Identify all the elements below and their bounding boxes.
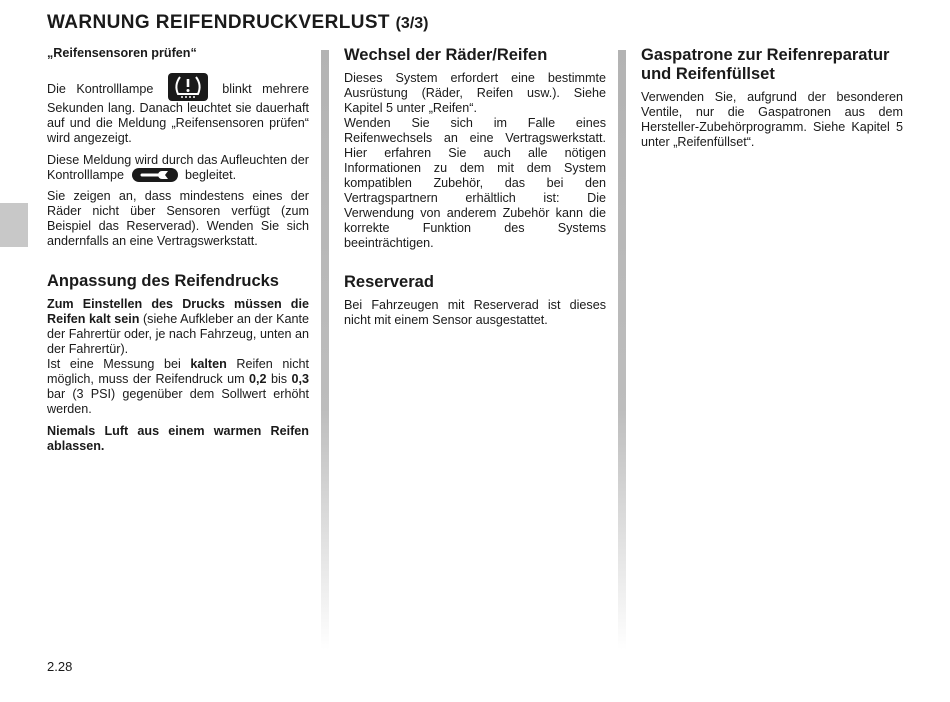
- chapter-tab: [0, 203, 28, 247]
- bold-text: 0,2: [249, 372, 267, 386]
- page-title: [47, 12, 429, 34]
- section-subtitle: „Reifensensoren prüfen“: [47, 46, 197, 60]
- text-fragment: bar (3 PSI) gegenüber dem Sollwert erhöht werden.: [47, 387, 309, 416]
- column-2: [344, 46, 606, 328]
- heading-wheel-change: Wechsel der Räder/Reifen: [344, 46, 548, 64]
- paragraph-gas-cartridge: Verwenden Sie, aufgrund der besonderen Ventile, nur die Gaspatronen aus dem Hersteller-Zubehörprogramm. Siehe Kapitel 5 unter „Reifenfüllset“.: [641, 90, 903, 149]
- paragraph-cold-tyres: [47, 297, 309, 357]
- paragraph-warning-lamp: [47, 73, 309, 146]
- column-divider-2: [618, 50, 626, 650]
- paragraph-sensors: Sie zeigen an, dass mindestens eines der Räder nicht über Sensoren verfügt (zum Beispiel das Reserverad). Wenden Sie sich andernfalls an eine Vertragswerkstatt.: [47, 189, 309, 248]
- title-text: WARNUNG REIFENDRUCKVERLUST: [47, 12, 390, 33]
- paragraph-pressure-increase: [47, 357, 309, 417]
- title-part: (3/3): [395, 15, 429, 32]
- column-3: [641, 46, 903, 150]
- tyre-pressure-warning-icon: [168, 73, 208, 101]
- bold-text: Zum Einstellen des Drucks müssen die Reifen kalt sein: [47, 297, 309, 326]
- paragraph-workshop: Wenden Sie sich im Falle eines Reifenwechsels an eine Vertragswerkstatt. Hier erfahren Sie auch alle nötigen Informationen zu dem mit dem System kompatiblen Zubehör, das bei den Vertragspartnern erhältlich ist: Die Verwendung von anderem Zubehör kann die korrekte Funktion des Systems beeinträchtigen.: [344, 116, 606, 250]
- wrench-service-icon: [132, 168, 178, 182]
- paragraph-spare-wheel: Bei Fahrzeugen mit Reserverad ist dieses nicht mit einem Sensor ausgestattet.: [344, 298, 606, 327]
- paragraph-message: [47, 153, 309, 183]
- paragraph-warning-note: Niemals Luft aus einem warmen Reifen ablassen.: [47, 424, 309, 453]
- column-divider-1: [321, 50, 329, 650]
- heading-pressure-adjust: Anpassung des Reifendrucks: [47, 272, 279, 290]
- text-fragment: bis: [270, 372, 288, 386]
- heading-spare-wheel: Reserverad: [344, 273, 434, 291]
- bold-text: kalten: [190, 357, 227, 371]
- text-fragment: Ist eine Messung bei: [47, 357, 181, 371]
- text-fragment: (siehe Aufkleber an der Kante der Fahrertür oder, je nach Fahrzeug, unten an der Fahrertür).: [47, 312, 309, 356]
- text-fragment: Reifen nicht möglich, muss der Reifendruck um: [47, 357, 309, 386]
- column-1: [47, 46, 309, 454]
- text-fragment: Diese Meldung wird durch das Aufleuchten der Kontrolllampe: [47, 153, 309, 182]
- paragraph-equipment: Dieses System erfordert eine bestimmte Ausrüstung (Räder, Reifen usw.). Siehe Kapitel 5 unter „Reifen“.: [344, 71, 606, 115]
- bold-text: 0,3: [291, 372, 310, 386]
- text-fragment: begleitet.: [185, 168, 237, 182]
- text-fragment: blinkt mehrere Sekunden lang. Danach leuchtet sie dauerhaft auf und die Meldung „Reifensensoren prüfen“ wird angezeigt.: [47, 82, 310, 145]
- page-number: 2.28: [47, 659, 73, 674]
- heading-gas-cartridge: Gaspatrone zur Reifenreparatur und Reifenfüllset: [641, 46, 890, 83]
- text-fragment: Die Kontrolllampe: [47, 82, 154, 96]
